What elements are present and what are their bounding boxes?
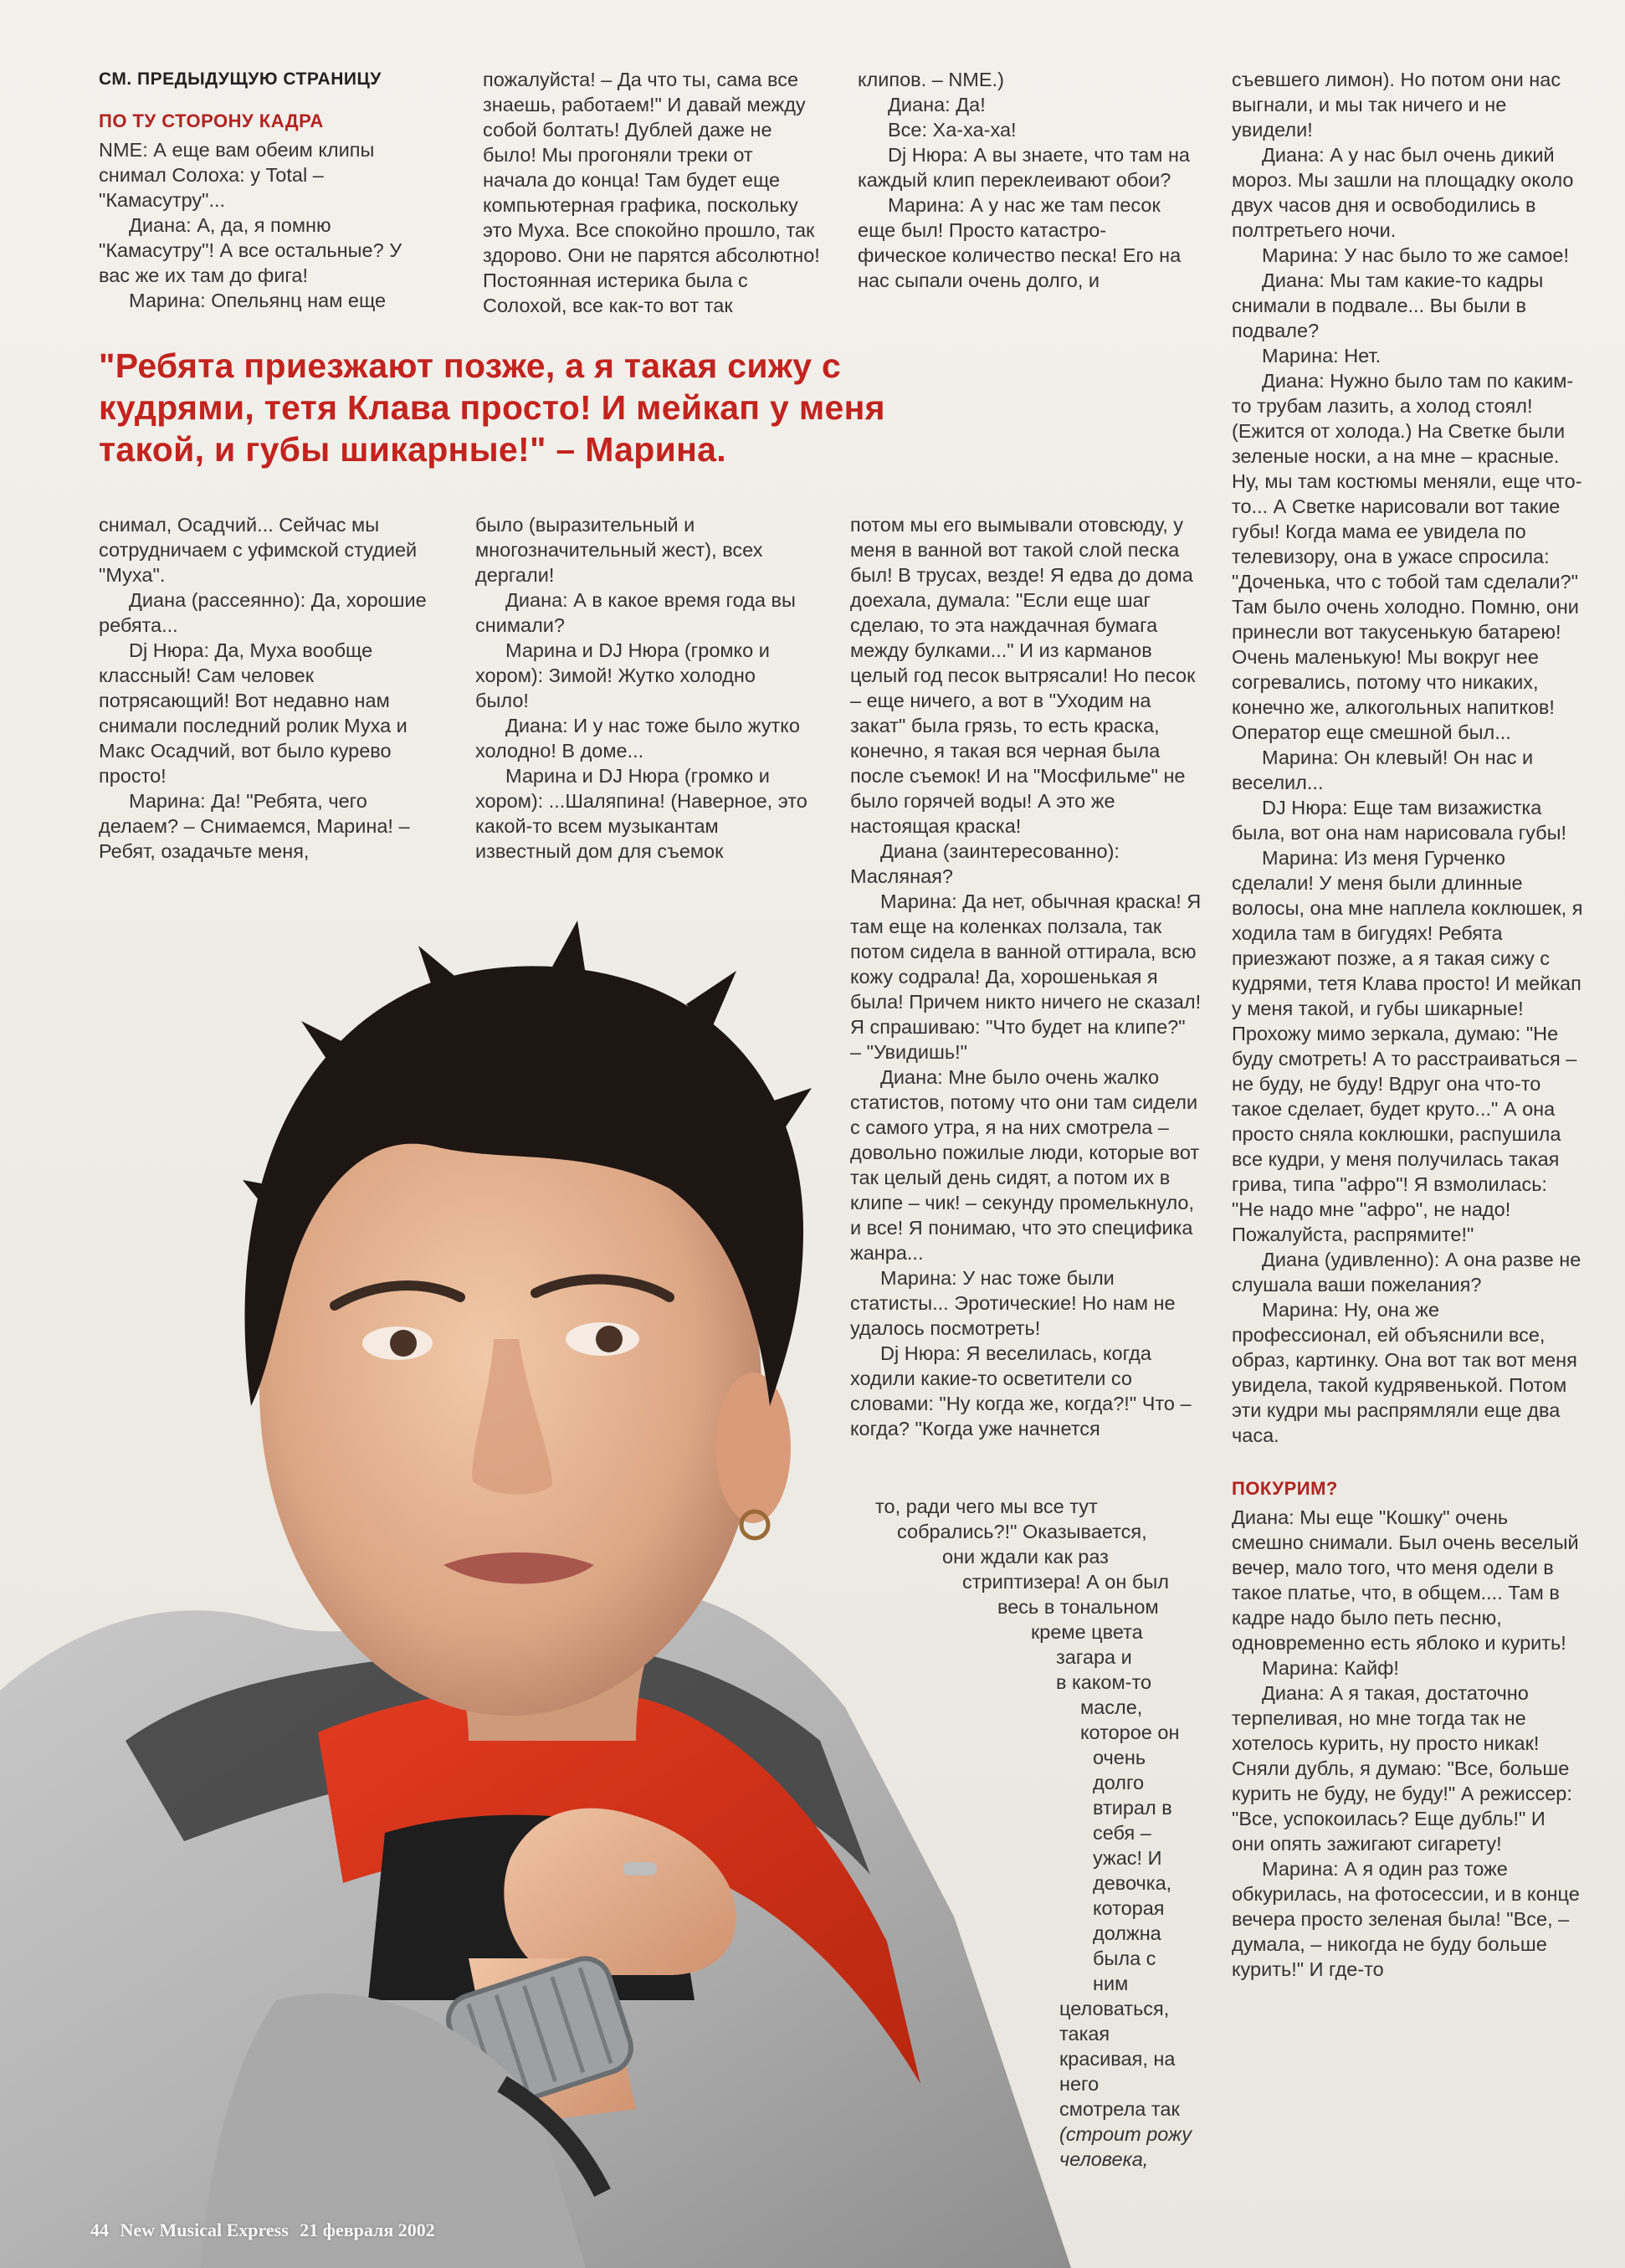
paragraph: Марина: Нет.: [1262, 345, 1382, 367]
wrap-line: красивая, на: [1059, 2048, 1176, 2070]
paragraph: Диана: Мы еще "Кошку" очень смешно снимали. Был очень веселый вечер, мало того, что меня одели в такое платье, что, в общем.... Там в кадре надо было петь песню, одновременно есть яблоко и курить!: [1232, 1506, 1579, 1654]
wrap-line: они ждали как раз: [942, 1546, 1109, 1568]
wrap-line: человека,: [1059, 2148, 1149, 2170]
page-footer: [90, 2219, 442, 2241]
paragraph: Марина: Он клевый! Он нас и веселил...: [1232, 747, 1534, 793]
wrap-line: которая: [1093, 1897, 1165, 1919]
paragraph: Марина: Опельянц нам еще: [129, 290, 387, 311]
paragraph: Dj Нюра: Я веселилась, когда ходили какие-то осветители со словами: "Ну когда же, когда?!" Что – когда? "Когда уже начнется: [850, 1342, 1192, 1439]
paragraph: съевшего лимон). Но потом они нас выгнали, и мы так ничего и не увидели!: [1232, 69, 1561, 141]
paragraph: было (выразительный и многозначительный жест), всех дергали!: [475, 514, 763, 586]
wrap-line: целоваться,: [1059, 1998, 1170, 2019]
paragraph: клипов. – NME.): [858, 69, 1004, 90]
issue-date: 21 февраля 2002: [300, 2219, 435, 2240]
paragraph: Марина: Ну, она же профессионал, ей объяснили все, образ, картинку. Она вот так вот меня увидела, такой кудрявенькой. Потом эти кудри мы распрямляли еще два часа.: [1232, 1299, 1577, 1446]
section-title-2: ПОКУРИМ?: [1232, 1478, 1338, 1499]
column-1-bottom: [99, 512, 442, 864]
wrap-line: ужас! И: [1093, 1847, 1162, 1869]
column-2-bottom: [475, 512, 814, 864]
paragraph: Диана: А я такая, достаточно терпеливая, но мне тогда так не хотелось курить, ну просто никак! Сняли дубль, я думаю: "Все, больше курить не буду, не буду!" А режиссер: "Все, успокоилась? Еще дубль!" И они опять зажигают сигарету!: [1232, 1682, 1572, 1855]
paragraph: пожалуйста! – Да что ты, сама все знаешь, работаем!" И давай между собой болтать! Дублей даже не было! Мы прогоняли треки от начала до конца! Там будет еще компьютерная графика, поскольку это Муха. Все спокойно прошло, так здорово. Они не парятся абсолютно! Постоянная истерика была с Солохой, все как-то вот так: [483, 69, 820, 316]
column-3-wrap: [850, 1494, 1202, 2172]
paragraph: Все: Ха-ха-ха!: [888, 119, 1017, 141]
paragraph: Марина: У нас было то же самое!: [1262, 244, 1569, 266]
paragraph: Марина: Да нет, обычная краска! Я там еще на коленках ползала, так потом сидела в ванной оттирала, всю кожу содрала! Да, хорошенькая я была! Причем никто ничего не сказал! Я спрашиваю: "Что будет на клипе?" – "Увидишь!": [850, 890, 1202, 1063]
wrap-line: (строит рожу: [1059, 2123, 1192, 2145]
paragraph: Диана: Нужно было там по каким-то трубам лазить, а холод стоял! (Ежится от холода.) На Светке были зеленые носки, а на мне – красные. Ну, мы там костюмы меняли, еще что-то... А Светке нарисовали вот такие губы! Когда мама ее увидела по телевизору, она в ужасе спросила: "Доченька, что с тобой там сделали?" Там было очень холодно. Помню, они принесли вот такусенькую батарею! Очень маленькую! Мы вокруг нее согревались, потому что никаких, конечно же, алкогольных напитков! Оператор еще смешной был...: [1232, 370, 1582, 743]
wrap-line: смотрела так: [1059, 2098, 1180, 2120]
paragraph: Диана (удивленно): А она разве не слушала ваши пожелания?: [1232, 1249, 1581, 1296]
column-3-bottom: [850, 512, 1202, 1441]
paragraph: Марина: Из меня Гурченко сделали! У меня были длинные волосы, она мне наплела коклюшек, я ходила там в бигудях! Ребята приезжают позже, а я такая сижу с кудрями, тетя Клава просто! И мейкап у меня такой, и губы шикарные! Прохожу мимо зеркала, думаю: "Не буду смотреть! А то расстраиваться – не буду, не буду! Вдруг она что-то такое сделает, будет круто..." А она просто сняла коклюшки, распушила все кудри, у меня получилась такая грива, типа "афро"! Я взмолилась: "Не надо мне "афро", не надо! Пожалуйста, распрямите!": [1232, 847, 1583, 1245]
wrap-line: в каком-то: [1056, 1671, 1152, 1693]
wrap-line: долго: [1093, 1772, 1145, 1793]
paragraph: Марина: А у нас же там песок еще был! Просто катастро- фическое количество песка! Его на нас сыпали очень долго, и: [858, 194, 1182, 291]
wrap-line: должна: [1093, 1922, 1161, 1944]
wrap-line: креме цвета: [1031, 1621, 1143, 1643]
paragraph: Диана: И у нас тоже было жутко холодно! В доме...: [475, 715, 800, 762]
wrap-line: масле,: [1080, 1696, 1143, 1718]
paragraph: Dj Нюра: Да, Муха вообще классный! Сам человек потрясающий! Вот недавно нам снимали последний ролик Муха и Макс Осадчий, вот было курево просто!: [99, 639, 408, 787]
wrap-line: него: [1059, 2073, 1100, 2095]
wrap-line: стриптизера! А он был: [962, 1571, 1169, 1593]
column-3-top: [858, 67, 1192, 293]
paragraph: Марина: У нас тоже были статисты... Эротические! Но нам не удалось посмотреть!: [850, 1267, 1176, 1339]
paragraph: Марина: Кайф!: [1262, 1657, 1399, 1679]
paragraph: потом мы его вымывали отовсюду, у меня в ванной вот такой слой песка был! В трусах, везде! Я едва до дома доехала, думала: "Если еще шаг сделаю, то эта наждачная бумага между булками..." И из карманов целый год песок вытрясали! Но песок – еще ничего, а вот в "Уходим на закат" была грязь, то есть краска, конечно, я такая вся черная была после съемок! И на "Мосфильме" не было горячей воды! А это же настоящая краска!: [850, 514, 1196, 837]
paragraph: снимал, Осадчий... Сейчас мы сотрудничаем с уфимской студией "Муха".: [99, 514, 418, 586]
paragraph: Диана: А в какое время года вы снимали?: [475, 589, 796, 636]
paragraph: Марина: А я один раз тоже обкурилась, на фотосессии, и в конце вечера просто зеленая была! "Все, – думала, – никогда не буду больше курить!" И где-то: [1232, 1858, 1580, 1980]
wrap-line: очень: [1093, 1747, 1146, 1768]
paragraph: Марина и DJ Нюра (громко и хором): ...Шаляпина! (Наверное, это какой-то всем музыкантам известный дом для съемок: [475, 765, 807, 862]
paragraph: Диана: А, да, я помню "Камасутру"! А все остальные? У вас же их там до фига!: [99, 214, 402, 286]
column-1-top: [99, 67, 410, 313]
wrap-line: собрались?!" Оказывается,: [897, 1521, 1147, 1542]
paragraph: DJ Нюра: Еще там визажистка была, вот она нам нарисовала губы!: [1232, 797, 1567, 844]
column-4: [1232, 67, 1583, 1982]
paragraph: Диана: А у нас был очень дикий мороз. Мы зашли на площадку около двух часов дня и освободились в полтретьего ночи.: [1232, 144, 1574, 241]
paragraph: Марина и DJ Нюра (громко и хором): Зимой! Жутко холодно было!: [475, 639, 770, 711]
column-2-top: [483, 67, 822, 318]
wrap-line: девочка,: [1093, 1872, 1172, 1894]
paragraph: Dj Нюра: А вы знаете, что там на каждый клип переклеивают обои?: [858, 144, 1191, 191]
paragraph: Диана: Да!: [888, 94, 986, 115]
wrap-line: то, ради чего мы все тут: [875, 1496, 1098, 1517]
paragraph: Диана: Мы там какие-то кадры снимали в подвале... Вы были в подвале?: [1232, 269, 1544, 341]
wrap-line: которое он: [1080, 1722, 1180, 1743]
paragraph: NME: А еще вам обеим клипы снимал Солоха: у Total – "Камасутру"...: [99, 139, 375, 211]
wrap-line: втирал в: [1093, 1797, 1172, 1819]
page-number: 44: [90, 2219, 109, 2240]
wrap-line: весь в тональном: [997, 1596, 1159, 1618]
magazine-name: New Musical Express: [120, 2219, 289, 2240]
pull-quote: "Ребята приезжают позже, а я такая сижу с кудрями, тетя Клава просто! И мейкап у меня такой, и губы шикарные!" – Марина.: [99, 346, 885, 469]
wrap-line: загара и: [1056, 1646, 1132, 1668]
paragraph: Диана (заинтересованно): Масляная?: [850, 840, 1120, 887]
paragraph: Диана (рассеянно): Да, хорошие ребята...: [99, 589, 427, 636]
wrap-line: себя –: [1093, 1822, 1151, 1844]
wrap-line: ним: [1093, 1973, 1129, 1994]
paragraph: Диана: Мне было очень жалко статистов, потому что они там сидели с самого утра, я на них смотрела – довольно пожилые люди, которые вот так целый день сидят, а потом их в клипе – чик! – секунду промелькнуло, и все! Я понимаю, что это специфика жанра...: [850, 1066, 1200, 1264]
section-title-1: ПО ТУ СТОРОНУ КАДРА: [99, 110, 324, 131]
wrap-line: такая: [1059, 2023, 1110, 2045]
continued-kicker: СМ. ПРЕДЫДУЩУЮ СТРАНИЦУ: [99, 69, 382, 89]
wrap-line: была с: [1093, 1947, 1156, 1969]
paragraph: Марина: Да! "Ребята, чего делаем? – Снимаемся, Марина! – Ребят, озадачьте меня,: [99, 790, 410, 862]
